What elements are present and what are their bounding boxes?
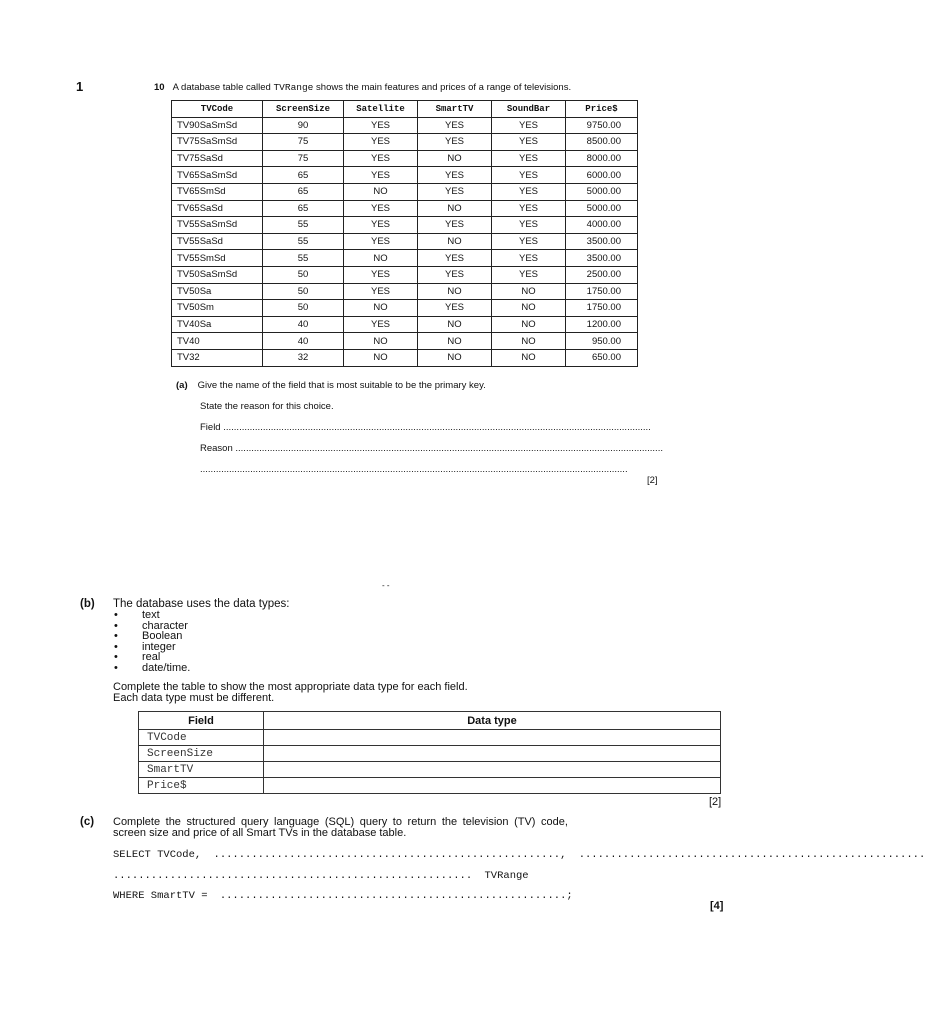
satellite-cell: YES — [344, 266, 418, 283]
screensize-cell: 90 — [263, 117, 344, 134]
table-row — [139, 762, 721, 778]
part-a-question — [176, 380, 486, 391]
screensize-cell: 32 — [263, 349, 344, 366]
intro-suffix: shows the main features and prices of a range of televisions. — [313, 82, 572, 93]
screensize-cell: 50 — [263, 300, 344, 317]
table-row — [172, 316, 638, 333]
smarttv-cell: NO — [418, 333, 492, 350]
smarttv-cell: YES — [418, 167, 492, 184]
satellite-cell: YES — [344, 117, 418, 134]
field-cell: ScreenSize — [139, 746, 264, 762]
soundbar-cell: NO — [492, 316, 566, 333]
screensize-cell: 75 — [263, 150, 344, 167]
part-a-state: State the reason for this choice. — [200, 401, 334, 412]
table-row — [172, 300, 638, 317]
data-type-item: • text — [114, 610, 190, 621]
part-c-text-1: Complete the structured query language (SQL) query to return the television (TV) code, — [113, 816, 568, 828]
data-type-item: • Boolean — [114, 631, 190, 642]
sql-where-blank[interactable]: .......................................................; — [219, 890, 573, 902]
smarttv-cell: NO — [418, 150, 492, 167]
header-field: Field — [139, 712, 264, 730]
table-row — [139, 778, 721, 794]
part-b-instruction-1: Complete the table to show the most appropriate data type for each field. — [113, 681, 468, 693]
data-type-item: • integer — [114, 642, 190, 653]
part-b-text: The database uses the data types: — [113, 598, 290, 610]
tvcode-cell: TV55SmSd — [172, 250, 263, 267]
sql-from-table: TVRange — [484, 870, 529, 882]
part-a-text: Give the name of the field that is most suitable to be the primary key. — [197, 380, 486, 391]
screensize-cell: 75 — [263, 134, 344, 151]
tvcode-cell: TV65SaSd — [172, 200, 263, 217]
sql-select-blank-1[interactable]: ......................................................., — [213, 849, 567, 861]
price-cell: 950.00 — [566, 333, 638, 350]
satellite-cell: YES — [344, 217, 418, 234]
soundbar-cell: NO — [492, 333, 566, 350]
price-cell: 1750.00 — [566, 283, 638, 300]
soundbar-cell: NO — [492, 283, 566, 300]
screensize-cell: 65 — [263, 167, 344, 184]
screensize-cell: 50 — [263, 283, 344, 300]
smarttv-cell: NO — [418, 349, 492, 366]
satellite-cell: YES — [344, 150, 418, 167]
price-cell: 650.00 — [566, 349, 638, 366]
smarttv-cell: YES — [418, 217, 492, 234]
table-row — [172, 250, 638, 267]
part-b-question — [80, 598, 289, 610]
question-intro — [154, 82, 571, 93]
tvrange-table — [171, 100, 638, 367]
satellite-cell: YES — [344, 283, 418, 300]
screensize-cell: 55 — [263, 250, 344, 267]
satellite-cell: YES — [344, 233, 418, 250]
screensize-cell: 65 — [263, 183, 344, 200]
smarttv-cell: NO — [418, 200, 492, 217]
price-cell: 8500.00 — [566, 134, 638, 151]
tvcode-cell: TV50Sm — [172, 300, 263, 317]
table-row — [172, 200, 638, 217]
table-row — [172, 283, 638, 300]
data-types-list — [114, 610, 190, 673]
reason-answer-line — [200, 443, 663, 454]
screensize-cell: 40 — [263, 333, 344, 350]
soundbar-cell: YES — [492, 266, 566, 283]
question-number: 10 — [154, 82, 165, 93]
price-cell: 8000.00 — [566, 150, 638, 167]
data-type-item: • character — [114, 621, 190, 632]
reason-dots-continued: .................................................................................................................................................................. — [200, 464, 628, 475]
soundbar-cell: YES — [492, 217, 566, 234]
soundbar-cell: NO — [492, 300, 566, 317]
part-c-text-2: screen size and price of all Smart TVs in the database table. — [113, 827, 407, 839]
soundbar-cell: YES — [492, 150, 566, 167]
satellite-cell: YES — [344, 200, 418, 217]
screensize-cell: 65 — [263, 200, 344, 217]
tvcode-cell: TV65SmSd — [172, 183, 263, 200]
part-c-marks: [4] — [710, 900, 724, 912]
soundbar-cell: YES — [492, 183, 566, 200]
data-type-item: • date/time. — [114, 663, 190, 674]
sql-where-keyword: WHERE SmartTV = — [113, 890, 208, 902]
sql-line-from — [113, 870, 529, 882]
tvcode-cell: TV55SaSmSd — [172, 217, 263, 234]
smarttv-cell: YES — [418, 250, 492, 267]
price-cell: 4000.00 — [566, 217, 638, 234]
data-type-answer-cell[interactable] — [264, 778, 721, 794]
part-b-instruction-2: Each data type must be different. — [113, 692, 275, 704]
table-row — [139, 730, 721, 746]
field-dots: .................................................................................................................................................................. — [223, 422, 651, 433]
smarttv-cell: YES — [418, 266, 492, 283]
tvrange-header-row — [172, 101, 638, 118]
tvcode-cell: TV50Sa — [172, 283, 263, 300]
data-type-answer-cell[interactable] — [264, 730, 721, 746]
table-row — [172, 217, 638, 234]
table-row — [172, 167, 638, 184]
tvcode-cell: TV40 — [172, 333, 263, 350]
smarttv-cell: NO — [418, 283, 492, 300]
data-type-header-row — [139, 712, 721, 730]
price-cell: 3500.00 — [566, 233, 638, 250]
reason-label: Reason — [200, 443, 233, 454]
table-row — [172, 333, 638, 350]
header-tvcode: TVCode — [172, 101, 263, 118]
tvcode-cell: TV50SaSmSd — [172, 266, 263, 283]
header-smarttv: SmartTV — [418, 101, 492, 118]
tvcode-cell: TV40Sa — [172, 316, 263, 333]
soundbar-cell: YES — [492, 200, 566, 217]
part-b-instructions — [113, 682, 468, 704]
field-answer-line — [200, 422, 660, 433]
header-soundbar: SoundBar — [492, 101, 566, 118]
field-cell: TVCode — [139, 730, 264, 746]
sql-select-blank-2[interactable]: ....................................................... — [578, 849, 925, 861]
part-a-marks: [2] — [647, 475, 658, 486]
table-row — [172, 266, 638, 283]
soundbar-cell: YES — [492, 134, 566, 151]
tvcode-cell: TV90SaSmSd — [172, 117, 263, 134]
part-b-label: (b) — [80, 598, 95, 610]
smarttv-cell: YES — [418, 183, 492, 200]
satellite-cell: NO — [344, 333, 418, 350]
data-type-table — [138, 711, 721, 794]
header-screensize: ScreenSize — [263, 101, 344, 118]
header-price: Price$ — [566, 101, 638, 118]
satellite-cell: NO — [344, 183, 418, 200]
stray-mark: - - — [382, 581, 390, 590]
field-cell: Price$ — [139, 778, 264, 794]
sql-line-where — [113, 890, 573, 902]
table-row — [172, 134, 638, 151]
screensize-cell: 55 — [263, 233, 344, 250]
satellite-cell: NO — [344, 349, 418, 366]
page-number: 1 — [76, 79, 84, 94]
field-label: Field — [200, 422, 221, 433]
data-type-answer-cell[interactable] — [264, 746, 721, 762]
part-c-question — [80, 817, 730, 839]
part-b-marks: [2] — [709, 796, 722, 808]
price-cell: 5000.00 — [566, 200, 638, 217]
sql-from-blank[interactable]: ......................................................... — [113, 870, 473, 882]
soundbar-cell: YES — [492, 233, 566, 250]
intro-prefix: A database table called — [172, 82, 274, 93]
tvcode-cell: TV75SaSd — [172, 150, 263, 167]
table-row — [172, 233, 638, 250]
price-cell: 1750.00 — [566, 300, 638, 317]
smarttv-cell: NO — [418, 316, 492, 333]
screensize-cell: 50 — [263, 266, 344, 283]
table-row — [172, 349, 638, 366]
table-row — [172, 117, 638, 134]
price-cell: 3500.00 — [566, 250, 638, 267]
smarttv-cell: YES — [418, 117, 492, 134]
table-row — [172, 150, 638, 167]
header-data-type: Data type — [264, 712, 721, 730]
soundbar-cell: YES — [492, 167, 566, 184]
sql-line-select — [113, 849, 925, 861]
intro-table-name: TVRange — [273, 82, 314, 93]
price-cell: 1200.00 — [566, 316, 638, 333]
tvcode-cell: TV65SaSmSd — [172, 167, 263, 184]
part-a-label: (a) — [176, 380, 188, 391]
satellite-cell: NO — [344, 250, 418, 267]
reason-dots: .................................................................................................................................................................. — [235, 443, 663, 454]
tvcode-cell: TV32 — [172, 349, 263, 366]
field-cell: SmartTV — [139, 762, 264, 778]
part-c-label: (c) — [80, 816, 95, 828]
data-type-answer-cell[interactable] — [264, 762, 721, 778]
price-cell: 9750.00 — [566, 117, 638, 134]
table-row — [139, 746, 721, 762]
data-type-item: • real — [114, 652, 190, 663]
price-cell: 2500.00 — [566, 266, 638, 283]
soundbar-cell: YES — [492, 117, 566, 134]
smarttv-cell: NO — [418, 233, 492, 250]
smarttv-cell: YES — [418, 300, 492, 317]
screensize-cell: 55 — [263, 217, 344, 234]
smarttv-cell: YES — [418, 134, 492, 151]
price-cell: 6000.00 — [566, 167, 638, 184]
sql-select-keyword: SELECT TVCode, — [113, 849, 202, 861]
screensize-cell: 40 — [263, 316, 344, 333]
satellite-cell: YES — [344, 316, 418, 333]
soundbar-cell: NO — [492, 349, 566, 366]
price-cell: 5000.00 — [566, 183, 638, 200]
tvcode-cell: TV55SaSd — [172, 233, 263, 250]
tvcode-cell: TV75SaSmSd — [172, 134, 263, 151]
satellite-cell: YES — [344, 134, 418, 151]
satellite-cell: NO — [344, 300, 418, 317]
table-row — [172, 183, 638, 200]
satellite-cell: YES — [344, 167, 418, 184]
header-satellite: Satellite — [344, 101, 418, 118]
soundbar-cell: YES — [492, 250, 566, 267]
